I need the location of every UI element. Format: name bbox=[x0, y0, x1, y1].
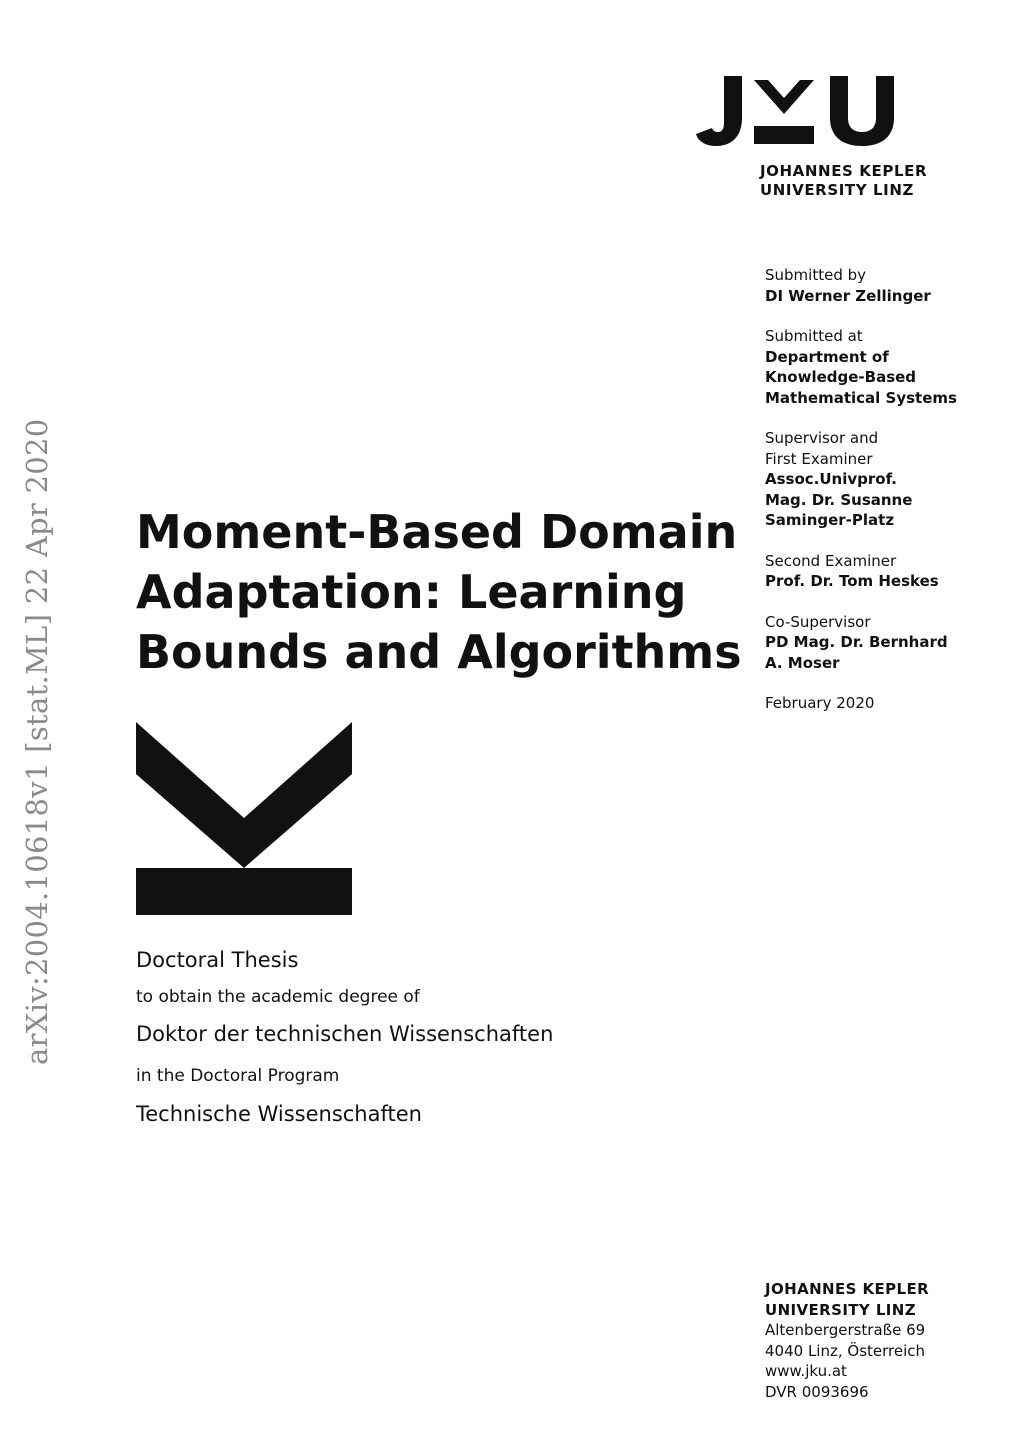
department-line: Mathematical Systems bbox=[765, 388, 957, 407]
arxiv-stamp: arXiv:2004.10618v1 [stat.ML] 22 Apr 2020 bbox=[20, 418, 54, 1065]
supervisor bbox=[765, 428, 1005, 531]
co-supervisor-line: PD Mag. Dr. Bernhard bbox=[765, 633, 948, 651]
degree-purpose: to obtain the academic degree of bbox=[136, 987, 420, 1007]
address-street: Altenbergerstraße 69 bbox=[765, 1321, 926, 1339]
title-line: Moment-Based Domain bbox=[136, 505, 738, 559]
jku-logo bbox=[696, 76, 956, 206]
address-dvr: DVR 0093696 bbox=[765, 1382, 869, 1401]
label: Co-Supervisor bbox=[765, 612, 871, 631]
degree-name: Doktor der technischen Wissenschaften bbox=[136, 1022, 554, 1046]
thesis-type: Doctoral Thesis bbox=[136, 948, 299, 972]
jku-logo-icon bbox=[696, 76, 916, 148]
address-web: www.jku.at bbox=[765, 1362, 847, 1380]
examiner-name: Prof. Dr. Tom Heskes bbox=[765, 572, 939, 590]
submission-info bbox=[765, 265, 1005, 734]
address-line: JOHANNES KEPLER bbox=[765, 1280, 930, 1298]
supervisor-line: Assoc.Univprof. bbox=[765, 470, 897, 488]
thesis-title bbox=[136, 502, 742, 682]
label: First Examiner bbox=[765, 449, 873, 468]
co-supervisor bbox=[765, 612, 1005, 674]
program-intro: in the Doctoral Program bbox=[136, 1066, 340, 1086]
program-name: Technische Wissenschaften bbox=[136, 1102, 422, 1126]
label: Submitted at bbox=[765, 327, 863, 345]
title-line: Adaptation: Learning bbox=[136, 565, 687, 619]
supervisor-line: Mag. Dr. Susanne bbox=[765, 490, 913, 509]
university-address bbox=[765, 1279, 1005, 1402]
date: February 2020 bbox=[765, 694, 875, 712]
department-line: Department of bbox=[765, 347, 889, 366]
title-line: Bounds and Algorithms bbox=[136, 625, 742, 679]
second-examiner bbox=[765, 551, 1005, 592]
address-city: 4040 Linz, Österreich bbox=[765, 1341, 926, 1360]
address-line: UNIVERSITY LINZ bbox=[765, 1300, 916, 1319]
label: Second Examiner bbox=[765, 551, 897, 570]
submitted-at bbox=[765, 326, 1005, 408]
logo-text-line2: UNIVERSITY LINZ bbox=[760, 181, 914, 199]
label: Supervisor and bbox=[765, 429, 879, 447]
jku-k-mark-icon bbox=[136, 722, 352, 916]
co-supervisor-line: A. Moser bbox=[765, 653, 840, 672]
supervisor-line: Saminger-Platz bbox=[765, 511, 895, 529]
submitted-by bbox=[765, 265, 1005, 306]
author-name: DI Werner Zellinger bbox=[765, 286, 931, 305]
logo-text-line1: JOHANNES KEPLER bbox=[760, 162, 928, 180]
submission-date bbox=[765, 693, 1005, 714]
label: Submitted by bbox=[765, 266, 867, 284]
department-line: Knowledge-Based bbox=[765, 368, 917, 386]
